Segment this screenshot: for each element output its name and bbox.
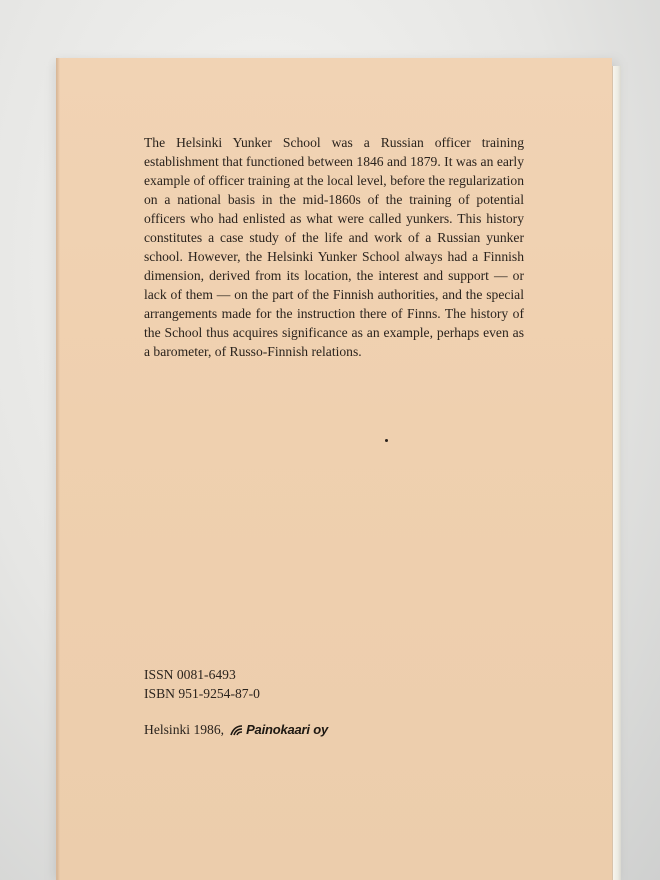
publisher-logo: [230, 721, 328, 739]
publisher-logo-text: Painokaari oy: [246, 722, 329, 737]
cover-blurb: The Helsinki Yunker School was a Russian officer training establishment that functioned between 1846 and 1879. It was an early example of officer training at the local level, before the regularization on a national basis in the mid-1860s of the training of potential officers who had enlisted as what were called yunkers. This history constitutes a case study of the life and work of a Russian yunker school. However, the Helsinki Yunker School always had a Finnish dimension, derived from its location, the interest and support — or lack of them — on the part of the Finnish authorities, and the special arrangements made for the instruction there of Finns. The history of the School thus acquires significance as an example, perhaps even as a barometer, of Russo-Finnish relations.: [144, 135, 524, 359]
painokaari-mark-icon: [230, 725, 244, 736]
imprint-line: [144, 721, 328, 739]
imprint-place-year: Helsinki 1986,: [144, 722, 225, 737]
cover-speck: [385, 439, 388, 442]
identifier-block: [144, 666, 260, 703]
spine-edge: [57, 58, 60, 880]
isbn-number: ISBN 951-9254-87-0: [144, 685, 260, 701]
issn-number: ISSN 0081-6493: [144, 667, 236, 682]
page-edges: [612, 66, 621, 880]
